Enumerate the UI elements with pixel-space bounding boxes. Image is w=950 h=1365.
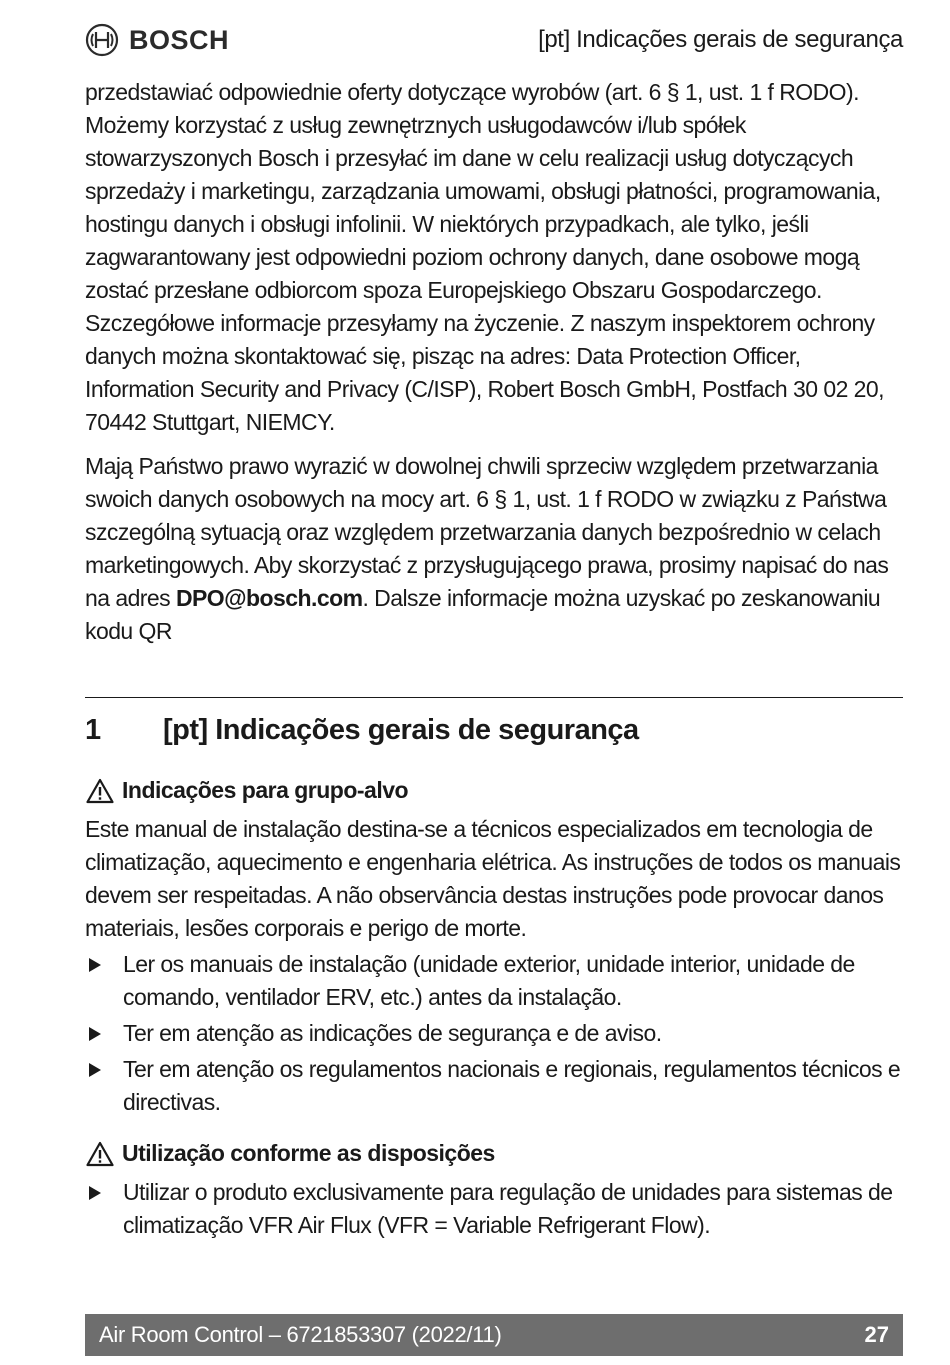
- target-group-heading: [86, 777, 408, 804]
- list-item: [85, 1053, 907, 1119]
- bullet-triangle-icon: [89, 1186, 101, 1200]
- bullet-triangle-icon: [89, 1027, 101, 1041]
- target-group-list: [85, 948, 907, 1122]
- polish-paragraph-2-tail: . Dalsze informacje można uzyskać po zeskanowaniu kodu QR: [85, 585, 881, 644]
- list-item-text: Ter em atenção as indicações de segurança e de aviso.: [123, 1020, 662, 1046]
- list-item: [85, 1176, 907, 1242]
- footer-document-id: Air Room Control – 6721853307 (2022/11): [99, 1322, 502, 1347]
- bosch-logo: [85, 23, 229, 57]
- intended-use-heading-text: Utilização conforme as disposições: [122, 1140, 495, 1166]
- list-item-text: Ter em atenção os regulamentos nacionais e regionais, regulamentos técnicos e directivas.: [123, 1056, 901, 1115]
- running-header-title: [pt] Indicações gerais de segurança: [538, 26, 903, 53]
- intended-use-heading: [86, 1140, 495, 1167]
- target-group-paragraph: Este manual de instalação destina-se a técnicos especializados em tecnologia de climatização, aquecimento e engenharia elétrica. As instruções de todos os manuais devem ser respeitadas. A não observância destas instruções pode provocar danos materiais, lesões corporais e perigo de morte.: [85, 816, 901, 941]
- polish-paragraph-2: [85, 450, 907, 648]
- chapter-number: 1: [85, 714, 101, 746]
- warning-triangle-icon: [86, 778, 114, 804]
- polish-paragraph-1: przedstawiać odpowiednie oferty dotyczące wyrobów (art. 6 § 1, ust. 1 f RODO). Możemy korzystać z usług zewnętrznych usługodawców i/lub spółek stowarzyszonych Bosch i przesyłać im dane w celu realizacji usług dotyczących sprzedaży i marketingu, zarządzania umowami, obsługi płatności, programowania, hostingu danych i obsługi infolinii. W niektórych przypadkach, ale tylko, jeśli zagwarantowany jest odpowiedni poziom ochrony danych, dane osobowe mogą zostać przesłane odbiorcom spoza Europejskiego Obszaru Gospodarczego. Szczegółowe informacje przesyłamy na życzenie. Z naszym inspektorem ochrony danych można skontaktować się, pisząc na adres: Data Protection Officer, Information Security and Privacy (C/ISP), Robert Bosch GmbH, Postfach 30 02 20, 70442 Stuttgart, NIEMCY.: [85, 79, 884, 435]
- warning-triangle-icon: [86, 1141, 114, 1167]
- polish-paragraph-2-text: Mają Państwo prawo wyrazić w dowolnej chwili sprzeciw względem przetwarzania swoich danych osobowych na mocy art. 6 § 1, ust. 1 f RODO w związku z Państwa szczególną sytuacją oraz względem przetwarzania danych bezpośrednio w celach marketingowych. Aby skorzystać z przysługującego prawa, prosimy napisać do nas na adres: [85, 453, 889, 611]
- chapter-title: [pt] Indicações gerais de segurança: [163, 714, 639, 746]
- list-item-text: Utilizar o produto exclusivamente para regulação de unidades para sistemas de climatização VFR Air Flux (VFR = Variable Refrigerant Flow).: [123, 1179, 893, 1238]
- dpo-email: DPO@bosch.com: [175, 585, 363, 611]
- bullet-triangle-icon: [89, 1063, 101, 1077]
- page-footer: [85, 1314, 903, 1356]
- list-item: [85, 1017, 907, 1050]
- bullet-triangle-icon: [89, 958, 101, 972]
- section-divider: [85, 697, 903, 698]
- chapter-heading: [85, 714, 639, 747]
- intended-use-list: [85, 1176, 907, 1245]
- bosch-armature-logo-icon: [85, 23, 119, 57]
- list-item: [85, 948, 907, 1014]
- brand-name: BOSCH: [129, 24, 230, 55]
- target-group-heading-text: Indicações para grupo-alvo: [122, 777, 409, 803]
- page-number: 27: [864, 1322, 889, 1347]
- list-item-text: Ler os manuais de instalação (unidade exterior, unidade interior, unidade de comando, ventilador ERV, etc.) antes da instalação.: [123, 951, 855, 1010]
- page-header: [85, 20, 903, 60]
